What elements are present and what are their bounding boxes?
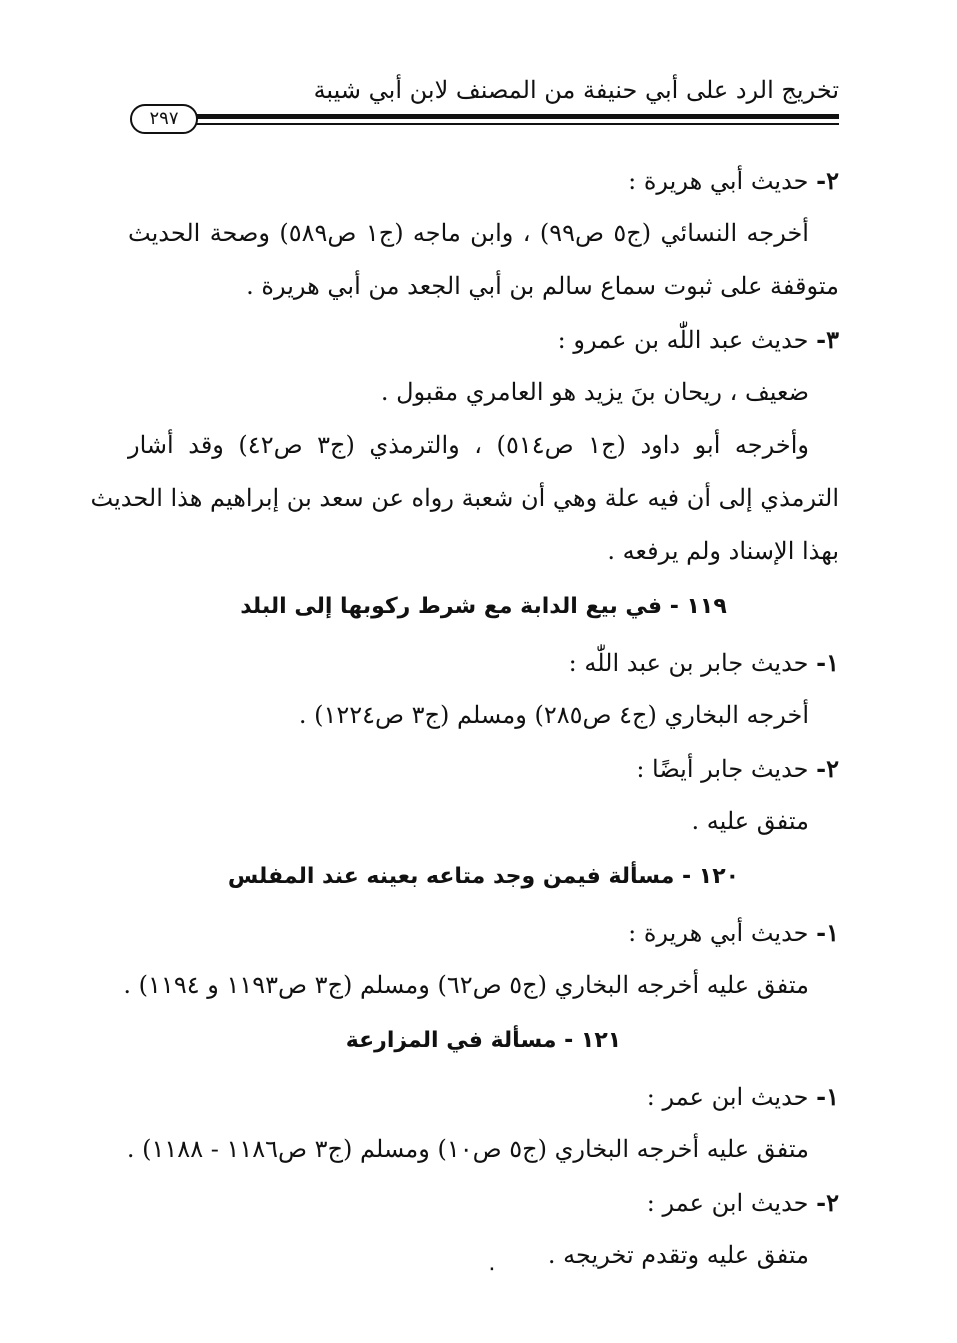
- line-text: حديث عبد اللّٰه بن عمرو :: [557, 326, 817, 354]
- text-line: [90, 472, 839, 525]
- line-text: أخرجه النسائي (ج٥ ص٩٩) ، وابن ماجه (ج١ ص٥٨٩) وصحة الحديث: [128, 219, 809, 247]
- text-line: [128, 795, 839, 848]
- line-text: متفق عليه وتقدم تخريجه .: [547, 1241, 809, 1269]
- line-text: متفق عليه أخرجه البخاري (ج٥ ص١٠) ومسلم (ج٣ ص١١٨٦ - ١١٨٨) .: [126, 1135, 809, 1163]
- text-line: [128, 1123, 839, 1176]
- hadith-heading: [128, 906, 839, 959]
- text-line: [128, 366, 839, 419]
- hadith-heading: [128, 313, 839, 366]
- text-line: [128, 207, 839, 260]
- text-line: [128, 1229, 839, 1282]
- section-heading: ١٢٠ - مسألة فيمن وجد متاعه بعينه عند المفلس: [227, 864, 740, 889]
- hadith-heading: [128, 742, 839, 795]
- line-text: حديث أبي هريرة :: [628, 167, 817, 195]
- text-line: [128, 525, 839, 578]
- section-heading: ١١٩ - في بيع الدابة مع شرط ركوبها إلى البلد: [240, 594, 727, 619]
- text-line: [128, 260, 839, 313]
- line-text: متفق عليه .: [691, 807, 809, 835]
- header-rule: [196, 114, 839, 119]
- line-text: أخرجه البخاري (ج٤ ص٢٨٥) ومسلم (ج٣ ص١٢٢٤) .: [298, 701, 809, 729]
- hadith-heading: [128, 154, 839, 207]
- line-text: ضعيف ، ريحان بنَ يزيد هو العامري مقبول .: [380, 378, 809, 406]
- line-text: حديث ابن عمر :: [646, 1189, 817, 1217]
- line-text: بهذا الإسناد ولم يرفعه .: [607, 537, 839, 565]
- item-number: ١-: [816, 1082, 839, 1111]
- text-line: [123, 959, 839, 1012]
- header-rule-thin: [196, 123, 839, 125]
- item-number: ١-: [816, 918, 839, 947]
- hadith-heading: [128, 1070, 839, 1123]
- page-number-badge: ٢٩٧: [130, 104, 198, 134]
- hadith-heading: [128, 1176, 839, 1229]
- item-number: ١-: [816, 648, 839, 677]
- footer-mark: ٠: [486, 1256, 498, 1281]
- line-text: حديث أبي هريرة :: [628, 919, 817, 947]
- line-text: حديث ابن عمر :: [646, 1083, 817, 1111]
- text-line: [128, 419, 839, 472]
- item-number: ٢-: [816, 166, 839, 195]
- line-text: متفق عليه أخرجه البخاري (ج٥ ص٦٢) ومسلم (ج٣ ص١١٩٣ و ١١٩٤) .: [123, 971, 809, 999]
- line-text: حديث جابر بن عبد اللّٰه :: [568, 649, 817, 677]
- line-text: حديث جابر أيضًا :: [636, 755, 817, 783]
- running-header-title: تخريج الرد على أبي حنيفة من المصنف لابن أبي شيبة: [313, 76, 839, 104]
- item-number: ٣-: [816, 325, 839, 354]
- item-number: ٢-: [816, 1188, 839, 1217]
- line-text: الترمذي إلى أن فيه علة وهي أن شعبة رواه عن سعد بن إبراهيم هذا الحديث: [90, 484, 839, 512]
- item-number: ٢-: [816, 754, 839, 783]
- line-text: وأخرجه أبو داود (ج١ ص٥١٤) ، والترمذي (ج٣ ص٤٢) وقد أشار: [128, 431, 809, 459]
- section-heading: ١٢١ - مسألة في المزارعة: [345, 1028, 622, 1053]
- text-line: [128, 689, 839, 742]
- page-body: [90, 154, 839, 1282]
- hadith-heading: [128, 636, 839, 689]
- line-text: متوقفة على ثبوت سماع سالم بن أبي الجعد من أبي هريرة .: [246, 272, 839, 300]
